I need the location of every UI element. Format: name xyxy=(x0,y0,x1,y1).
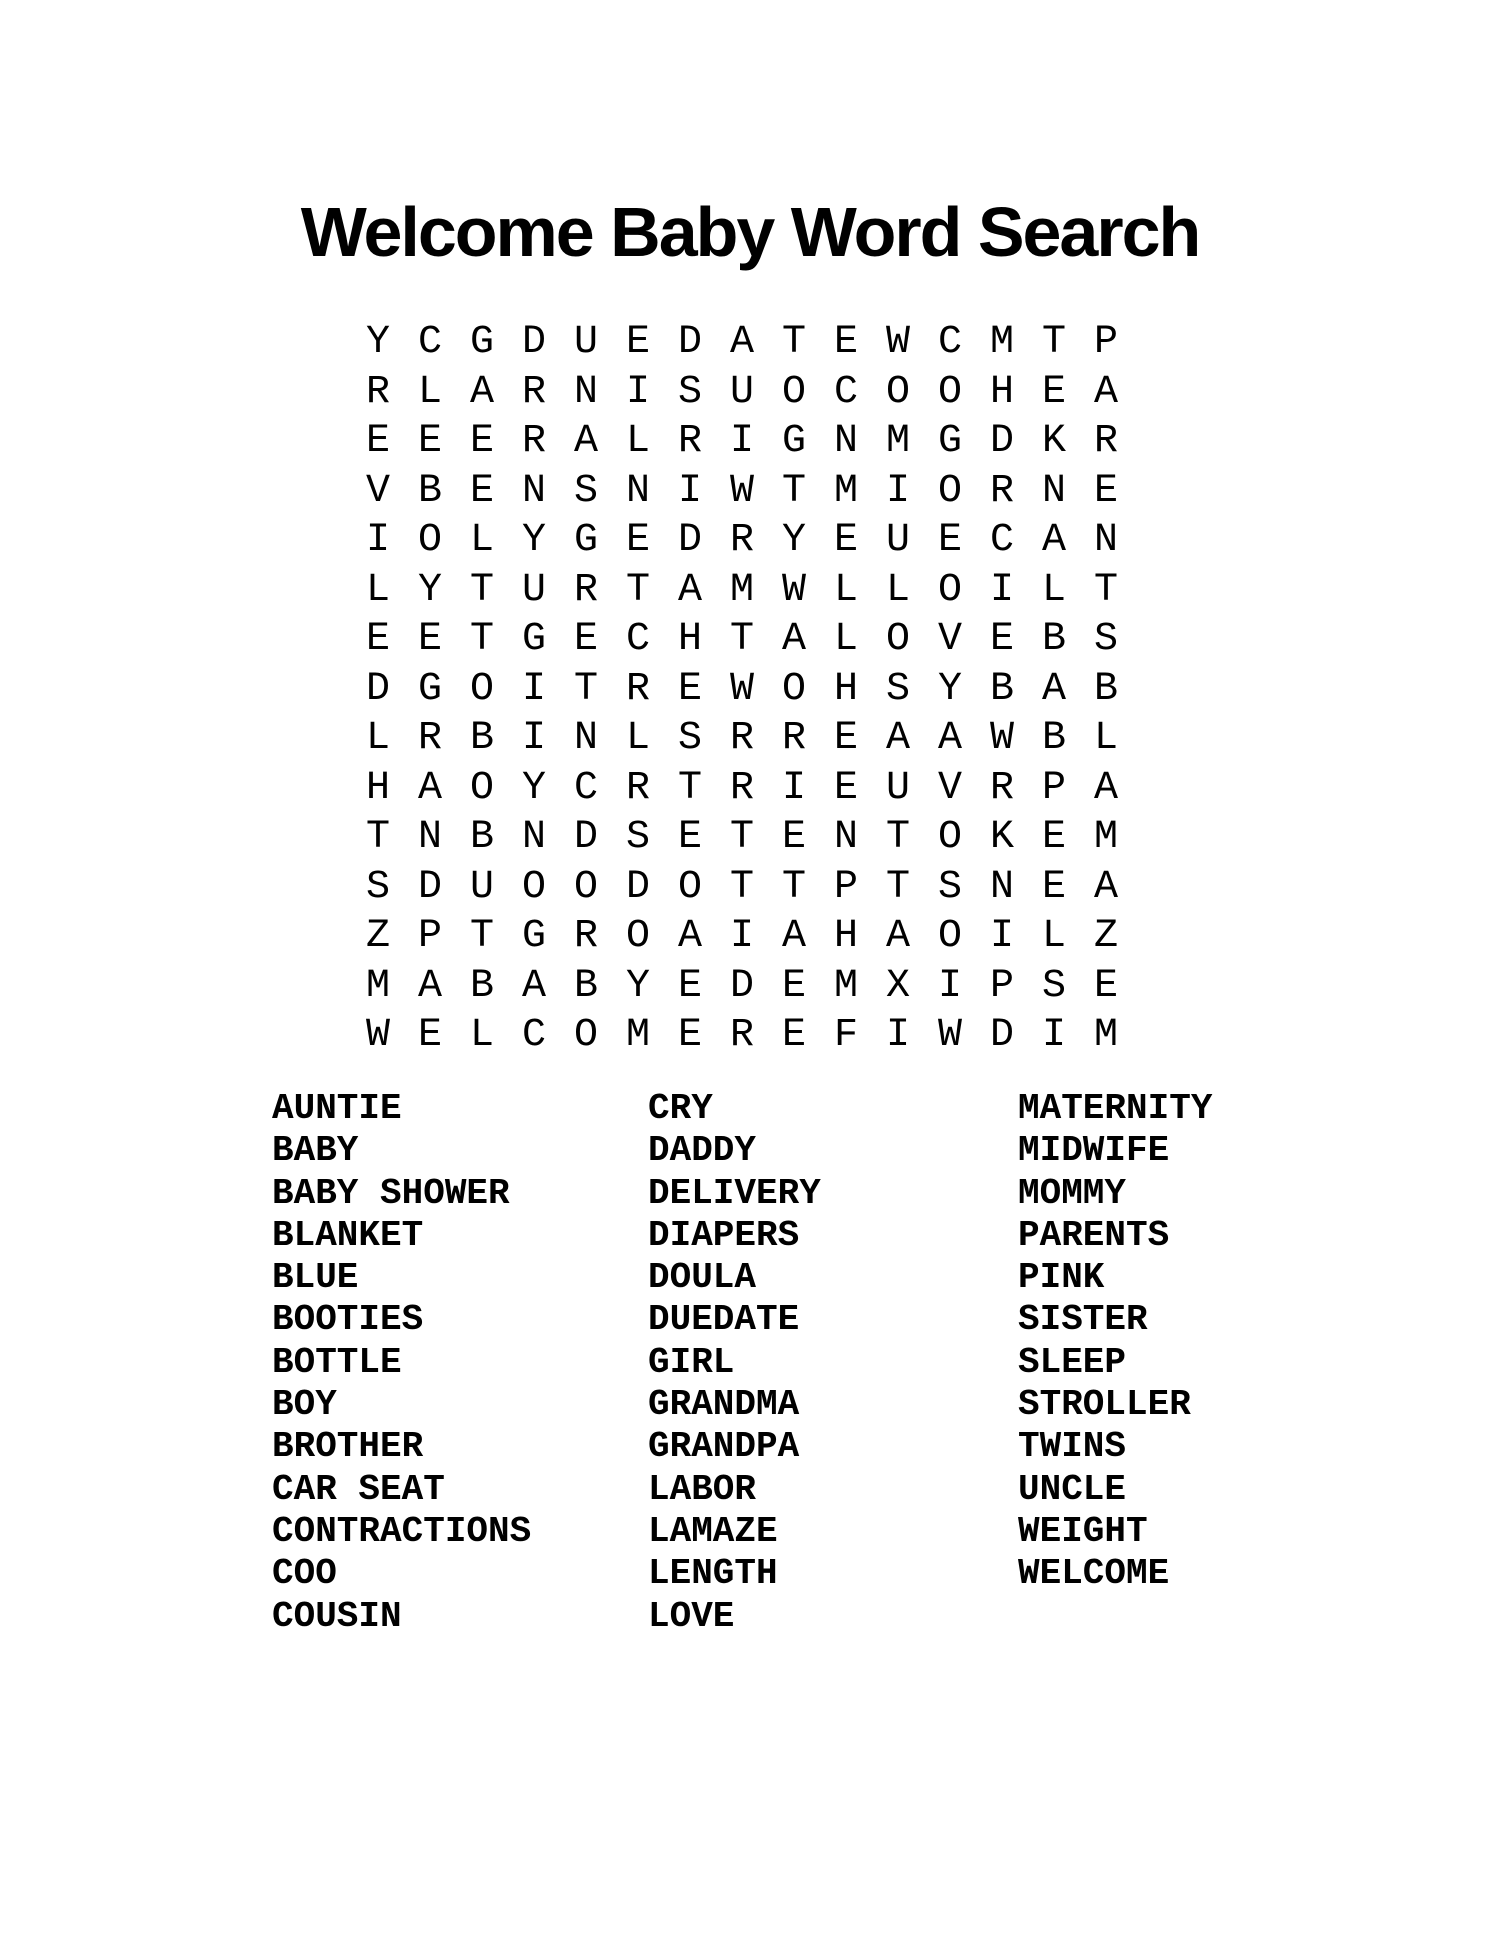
grid-row xyxy=(352,615,1132,665)
grid-cell: P xyxy=(417,914,442,959)
grid-cell: I xyxy=(989,567,1014,613)
grid-cell: L xyxy=(365,716,390,761)
grid-cell: N xyxy=(1041,468,1066,514)
grid-cell: R xyxy=(729,716,754,761)
grid-cell: A xyxy=(417,963,442,1009)
grid-cell: D xyxy=(625,864,650,910)
grid-cell: O xyxy=(937,815,962,860)
grid-cell: W xyxy=(781,567,806,613)
grid-cell: G xyxy=(521,617,546,662)
grid-cell: I xyxy=(1041,1013,1066,1058)
grid-cell: A xyxy=(937,716,962,761)
grid-cell: M xyxy=(625,1013,650,1058)
grid-cell: I xyxy=(781,765,806,811)
grid-cell: S xyxy=(937,864,962,910)
grid-cell: O xyxy=(521,864,546,910)
word-list-item: COO xyxy=(272,1553,337,1595)
grid-cell: E xyxy=(417,617,442,662)
word-list-item: GIRL xyxy=(648,1341,735,1383)
grid-cell: R xyxy=(625,765,650,811)
grid-cell: I xyxy=(365,518,390,563)
grid-cell: R xyxy=(729,518,754,563)
grid-row xyxy=(352,863,1132,913)
grid-row xyxy=(352,417,1132,467)
word-list-item: CAR SEAT xyxy=(272,1468,445,1510)
word-list-item: SISTER xyxy=(1018,1299,1148,1341)
grid-cell: I xyxy=(625,369,650,415)
word-list-item: LAMAZE xyxy=(648,1510,778,1552)
grid-row xyxy=(352,665,1132,715)
grid-cell: N xyxy=(521,468,546,514)
grid-cell: N xyxy=(625,468,650,514)
grid-cell: B xyxy=(1093,666,1118,712)
grid-cell: T xyxy=(469,567,494,613)
word-list-column xyxy=(272,1088,531,1638)
grid-cell: P xyxy=(989,963,1014,1009)
grid-cell: O xyxy=(625,914,650,959)
grid-cell: A xyxy=(781,914,806,959)
grid-cell: C xyxy=(573,765,598,811)
grid-cell: A xyxy=(677,914,702,959)
grid-cell: O xyxy=(469,765,494,811)
grid-cell: Z xyxy=(1093,914,1118,959)
grid-cell: U xyxy=(729,369,754,415)
grid-cell: D xyxy=(677,320,702,365)
grid-cell: L xyxy=(417,369,442,415)
grid-cell: G xyxy=(937,419,962,464)
grid-cell: N xyxy=(417,815,442,860)
word-list-item: BLUE xyxy=(272,1257,359,1299)
page-title: Welcome Baby Word Search xyxy=(300,192,1200,271)
grid-cell: D xyxy=(729,963,754,1009)
grid-cell: R xyxy=(677,419,702,464)
grid-cell: E xyxy=(833,518,858,563)
grid-cell: E xyxy=(677,963,702,1009)
grid-cell: U xyxy=(885,765,910,811)
grid-cell: D xyxy=(989,419,1014,464)
grid-cell: M xyxy=(729,567,754,613)
grid-cell: D xyxy=(573,815,598,860)
grid-cell: S xyxy=(1041,963,1066,1009)
grid-cell: N xyxy=(573,716,598,761)
grid-cell: B xyxy=(469,815,494,860)
grid-cell: L xyxy=(885,567,910,613)
grid-cell: E xyxy=(417,1013,442,1058)
grid-cell: E xyxy=(833,320,858,365)
grid-cell: R xyxy=(781,716,806,761)
grid-cell: A xyxy=(573,419,598,464)
grid-cell: S xyxy=(885,666,910,712)
grid-cell: R xyxy=(521,369,546,415)
grid-cell: G xyxy=(417,666,442,712)
word-list-item: BOY xyxy=(272,1384,337,1426)
grid-cell: D xyxy=(521,320,546,365)
grid-row xyxy=(352,318,1132,368)
grid-cell: E xyxy=(625,518,650,563)
grid-cell: W xyxy=(729,468,754,514)
grid-cell: A xyxy=(1041,666,1066,712)
grid-cell: A xyxy=(1093,765,1118,811)
grid-cell: T xyxy=(885,864,910,910)
grid-row xyxy=(352,813,1132,863)
grid-cell: C xyxy=(625,617,650,662)
grid-cell: E xyxy=(469,419,494,464)
word-list-item: BOTTLE xyxy=(272,1341,402,1383)
grid-cell: E xyxy=(469,468,494,514)
grid-cell: Y xyxy=(521,765,546,811)
grid-cell: G xyxy=(781,419,806,464)
grid-cell: I xyxy=(729,914,754,959)
grid-cell: R xyxy=(417,716,442,761)
grid-row xyxy=(352,516,1132,566)
grid-cell: O xyxy=(885,617,910,662)
grid-cell: O xyxy=(885,369,910,415)
grid-cell: T xyxy=(677,765,702,811)
grid-cell: R xyxy=(989,765,1014,811)
grid-cell: W xyxy=(729,666,754,712)
grid-cell: E xyxy=(937,518,962,563)
word-list-item: DELIVERY xyxy=(648,1172,821,1214)
grid-cell: R xyxy=(573,914,598,959)
grid-cell: A xyxy=(469,369,494,415)
grid-cell: D xyxy=(989,1013,1014,1058)
grid-cell: O xyxy=(781,369,806,415)
grid-cell: W xyxy=(989,716,1014,761)
grid-cell: M xyxy=(365,963,390,1009)
grid-cell: P xyxy=(1041,765,1066,811)
grid-row xyxy=(352,566,1132,616)
grid-cell: E xyxy=(1093,468,1118,514)
grid-cell: O xyxy=(781,666,806,712)
grid-cell: V xyxy=(365,468,390,514)
grid-cell: T xyxy=(573,666,598,712)
word-list-item: LENGTH xyxy=(648,1553,778,1595)
word-list-item: WELCOME xyxy=(1018,1553,1170,1595)
word-list-item: MATERNITY xyxy=(1018,1088,1213,1129)
grid-cell: P xyxy=(1093,320,1118,365)
grid-cell: M xyxy=(1093,1013,1118,1058)
grid-cell: U xyxy=(885,518,910,563)
grid-cell: O xyxy=(937,369,962,415)
grid-cell: T xyxy=(729,864,754,910)
word-list-item: LOVE xyxy=(648,1595,735,1637)
grid-cell: R xyxy=(1093,419,1118,464)
grid-cell: W xyxy=(885,320,910,365)
word-list-item: MIDWIFE xyxy=(1018,1130,1170,1172)
grid-cell: Y xyxy=(521,518,546,563)
grid-cell: C xyxy=(989,518,1014,563)
grid-cell: B xyxy=(1041,716,1066,761)
word-list-item: AUNTIE xyxy=(272,1088,402,1129)
grid-cell: R xyxy=(989,468,1014,514)
grid-cell: C xyxy=(417,320,442,365)
grid-cell: L xyxy=(1041,567,1066,613)
grid-cell: K xyxy=(989,815,1014,860)
grid-cell: I xyxy=(521,666,546,712)
grid-cell: D xyxy=(677,518,702,563)
grid-cell: T xyxy=(729,815,754,860)
grid-cell: B xyxy=(469,716,494,761)
grid-cell: R xyxy=(573,567,598,613)
grid-cell: V xyxy=(937,617,962,662)
word-list-item: CONTRACTIONS xyxy=(272,1510,532,1552)
grid-cell: W xyxy=(937,1013,962,1058)
grid-cell: L xyxy=(365,567,390,613)
grid-cell: G xyxy=(573,518,598,563)
grid-cell: Y xyxy=(625,963,650,1009)
grid-cell: R xyxy=(625,666,650,712)
grid-cell: N xyxy=(573,369,598,415)
grid-cell: C xyxy=(937,320,962,365)
grid-row xyxy=(352,714,1132,764)
grid-cell: O xyxy=(937,914,962,959)
grid-cell: O xyxy=(937,468,962,514)
grid-cell: E xyxy=(1041,815,1066,860)
grid-cell: E xyxy=(781,815,806,860)
grid-cell: E xyxy=(625,320,650,365)
grid-cell: L xyxy=(833,617,858,662)
grid-row xyxy=(352,368,1132,418)
grid-cell: F xyxy=(833,1013,858,1058)
grid-cell: T xyxy=(885,815,910,860)
grid-cell: E xyxy=(573,617,598,662)
grid-cell: S xyxy=(677,369,702,415)
grid-cell: Z xyxy=(365,914,390,959)
grid-cell: N xyxy=(1093,518,1118,563)
word-list-item: DUEDATE xyxy=(648,1299,800,1341)
grid-row xyxy=(352,962,1132,1012)
grid-cell: E xyxy=(833,765,858,811)
grid-cell: C xyxy=(833,369,858,415)
grid-cell: S xyxy=(573,468,598,514)
word-list-column xyxy=(648,1088,821,1638)
grid-cell: T xyxy=(781,864,806,910)
word-list-item: DIAPERS xyxy=(648,1214,800,1256)
grid-cell: E xyxy=(833,716,858,761)
grid-cell: T xyxy=(781,468,806,514)
grid-cell: I xyxy=(885,1013,910,1058)
word-list-item: LABOR xyxy=(648,1468,757,1510)
grid-cell: H xyxy=(677,617,702,662)
grid-cell: G xyxy=(521,914,546,959)
grid-cell: B xyxy=(1041,617,1066,662)
grid-cell: E xyxy=(677,666,702,712)
grid-cell: O xyxy=(677,864,702,910)
grid-cell: S xyxy=(365,864,390,910)
grid-cell: E xyxy=(365,617,390,662)
grid-cell: N xyxy=(521,815,546,860)
grid-cell: G xyxy=(469,320,494,365)
grid-cell: T xyxy=(1041,320,1066,365)
grid-cell: T xyxy=(625,567,650,613)
grid-cell: L xyxy=(469,1013,494,1058)
grid-cell: T xyxy=(469,617,494,662)
word-list-item: BROTHER xyxy=(272,1426,424,1468)
grid-cell: O xyxy=(469,666,494,712)
word-list-item: DOULA xyxy=(648,1257,757,1299)
grid-cell: O xyxy=(573,1013,598,1058)
grid-cell: A xyxy=(1093,369,1118,415)
grid-cell: R xyxy=(365,369,390,415)
grid-cell: B xyxy=(573,963,598,1009)
grid-cell: I xyxy=(937,963,962,1009)
grid-cell: A xyxy=(1041,518,1066,563)
grid-cell: X xyxy=(885,963,910,1009)
grid-cell: L xyxy=(625,419,650,464)
grid-cell: S xyxy=(1093,617,1118,662)
grid-cell: E xyxy=(677,815,702,860)
word-list-item: STROLLER xyxy=(1018,1384,1191,1426)
grid-cell: A xyxy=(729,320,754,365)
grid-cell: L xyxy=(625,716,650,761)
grid-cell: U xyxy=(573,320,598,365)
word-list-item: COUSIN xyxy=(272,1595,402,1637)
word-list-item: MOMMY xyxy=(1018,1172,1127,1214)
grid-cell: M xyxy=(833,468,858,514)
grid-cell: O xyxy=(417,518,442,563)
grid-cell: A xyxy=(677,567,702,613)
grid-cell: E xyxy=(417,419,442,464)
grid-cell: E xyxy=(781,1013,806,1058)
grid-cell: N xyxy=(833,419,858,464)
word-list-item: CRY xyxy=(648,1088,713,1129)
grid-cell: T xyxy=(469,914,494,959)
grid-cell: L xyxy=(833,567,858,613)
word-list-item: WEIGHT xyxy=(1018,1510,1148,1552)
grid-cell: P xyxy=(833,864,858,910)
grid-cell: L xyxy=(1093,716,1118,761)
grid-cell: A xyxy=(781,617,806,662)
grid-row xyxy=(352,467,1132,517)
grid-row xyxy=(352,912,1132,962)
grid-cell: T xyxy=(365,815,390,860)
grid-cell: E xyxy=(1041,864,1066,910)
grid-cell: H xyxy=(989,369,1014,415)
grid-cell: H xyxy=(833,914,858,959)
grid-cell: L xyxy=(1041,914,1066,959)
grid-cell: E xyxy=(677,1013,702,1058)
grid-cell: I xyxy=(521,716,546,761)
grid-cell: S xyxy=(677,716,702,761)
grid-cell: S xyxy=(625,815,650,860)
word-list-item: DADDY xyxy=(648,1130,757,1172)
word-list-item: BABY xyxy=(272,1130,359,1172)
word-list-item: BOOTIES xyxy=(272,1299,424,1341)
grid-cell: B xyxy=(417,468,442,514)
grid-cell: Y xyxy=(417,567,442,613)
grid-row xyxy=(352,1011,1132,1061)
grid-cell: D xyxy=(417,864,442,910)
grid-cell: R xyxy=(521,419,546,464)
grid-cell: L xyxy=(469,518,494,563)
grid-cell: Y xyxy=(781,518,806,563)
grid-cell: E xyxy=(1093,963,1118,1009)
grid-cell: E xyxy=(989,617,1014,662)
word-list-item: GRANDMA xyxy=(648,1384,800,1426)
grid-cell: E xyxy=(365,419,390,464)
word-list-item: SLEEP xyxy=(1018,1341,1127,1383)
grid-cell: B xyxy=(469,963,494,1009)
word-search-grid xyxy=(352,318,1132,1061)
grid-cell: O xyxy=(573,864,598,910)
grid-row xyxy=(352,764,1132,814)
grid-cell: D xyxy=(365,666,390,712)
grid-cell: H xyxy=(833,666,858,712)
grid-cell: V xyxy=(937,765,962,811)
grid-cell: M xyxy=(885,419,910,464)
word-list-item: UNCLE xyxy=(1018,1468,1127,1510)
word-list-item: BABY SHOWER xyxy=(272,1172,510,1214)
word-list-column xyxy=(1018,1088,1212,1596)
grid-cell: A xyxy=(1093,864,1118,910)
grid-cell: T xyxy=(1093,567,1118,613)
grid-cell: E xyxy=(1041,369,1066,415)
grid-cell: N xyxy=(989,864,1014,910)
word-list-item: GRANDPA xyxy=(648,1426,800,1468)
grid-cell: A xyxy=(521,963,546,1009)
grid-cell: O xyxy=(937,567,962,613)
grid-cell: A xyxy=(417,765,442,811)
grid-cell: Y xyxy=(937,666,962,712)
grid-cell: T xyxy=(781,320,806,365)
grid-cell: Y xyxy=(365,320,390,365)
grid-cell: W xyxy=(365,1013,390,1058)
word-list-item: BLANKET xyxy=(272,1214,424,1256)
grid-cell: M xyxy=(1093,815,1118,860)
grid-cell: U xyxy=(469,864,494,910)
grid-cell: T xyxy=(729,617,754,662)
grid-cell: R xyxy=(729,765,754,811)
grid-cell: A xyxy=(885,716,910,761)
grid-cell: I xyxy=(677,468,702,514)
grid-cell: I xyxy=(989,914,1014,959)
word-list-item: TWINS xyxy=(1018,1426,1127,1468)
grid-cell: A xyxy=(885,914,910,959)
grid-cell: U xyxy=(521,567,546,613)
grid-cell: M xyxy=(833,963,858,1009)
grid-cell: H xyxy=(365,765,390,811)
grid-cell: K xyxy=(1041,419,1066,464)
grid-cell: B xyxy=(989,666,1014,712)
grid-cell: E xyxy=(781,963,806,1009)
grid-cell: M xyxy=(989,320,1014,365)
word-list-item: PINK xyxy=(1018,1257,1105,1299)
grid-cell: R xyxy=(729,1013,754,1058)
grid-cell: N xyxy=(833,815,858,860)
grid-cell: I xyxy=(729,419,754,464)
grid-cell: C xyxy=(521,1013,546,1058)
grid-cell: I xyxy=(885,468,910,514)
word-list-item: PARENTS xyxy=(1018,1214,1170,1256)
